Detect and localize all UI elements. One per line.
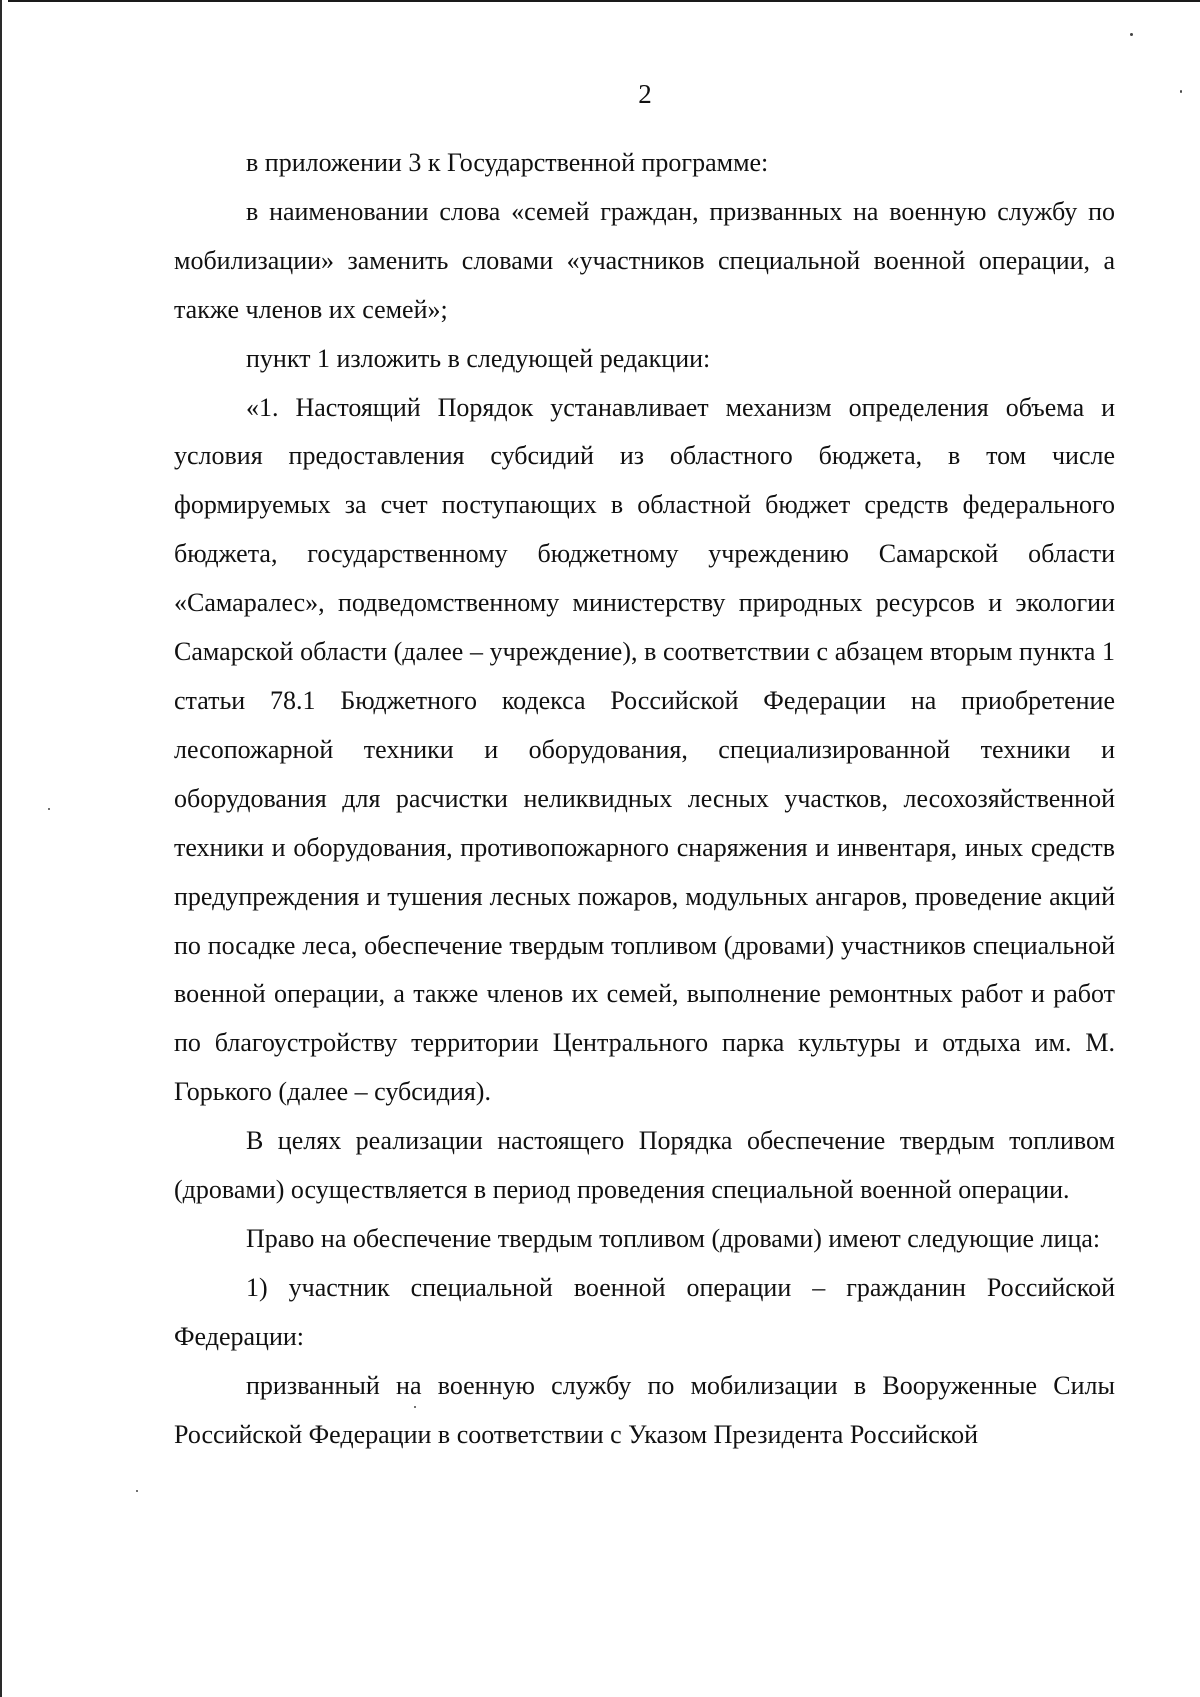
scan-speck bbox=[1130, 33, 1133, 36]
page-top-edge bbox=[8, 0, 1200, 2]
scan-speck bbox=[414, 1406, 416, 1408]
scan-speck bbox=[1180, 90, 1182, 93]
paragraph-participant-definition: 1) участник специальной военной операции – гражданин Российской Федерации: bbox=[174, 1272, 1115, 1351]
page-left-edge bbox=[0, 0, 2, 1697]
paragraph-fuel-period: В целях реализации настоящего Порядка обеспечение твердым топливом (дровами) осуществляется в период проведения специальной военной операции. bbox=[174, 1126, 1115, 1205]
paragraph-eligible-persons: Право на обеспечение твердым топливом (дровами) имеют следующие лица: bbox=[246, 1223, 1101, 1253]
paragraph-item-1-intro: пункт 1 изложить в следующей редакции: bbox=[246, 343, 711, 373]
page-number: 2 bbox=[638, 79, 652, 109]
paragraph-title-change: в наименовании слова «семей граждан, призванных на военную службу по мобилизации» заменить словами «участников специальной военной операции, а также членов их семей»; bbox=[174, 196, 1115, 324]
document-body bbox=[174, 139, 1115, 1459]
paragraph-item-1-text: «1. Настоящий Порядок устанавливает механизм определения объема и условия предоставления субсидий из областного бюджета, в том числе формируемых за счет поступающих в областной бюджет средств федерального бюджета, государственному бюджетному учреждению Самарской области «Самаралес», подведомственному министерству природных ресурсов и экологии Самарской области (далее – учреждение), в соответствии с абзацем вторым пункта 1 статьи 78.1 Бюджетного кодекса Российской Федерации на приобретение лесопожарной техники и оборудования, специализированной техники и оборудования для расчистки неликвидных лесных участков, лесохозяйственной техники и оборудования, противопожарного снаряжения и инвентаря, иных средств предупреждения и тушения лесных пожаров, модульных ангаров, проведение акций по посадке леса, обеспечение твердым топливом (дровами) участников специальной военной операции, а также членов их семей, выполнение ремонтных работ и работ по благоустройству территории Центрального парка культуры и отдыха им. М. Горького (далее – субсидия). bbox=[174, 392, 1115, 1107]
paragraph-mobilized: призванный на военную службу по мобилизации в Вооруженные Силы Российской Федерации в соответствии с Указом Президента Российской bbox=[174, 1370, 1115, 1449]
scan-speck bbox=[136, 1490, 138, 1492]
paragraph-appendix-3: в приложении 3 к Государственной программе: bbox=[246, 148, 769, 177]
scan-speck bbox=[48, 808, 50, 810]
